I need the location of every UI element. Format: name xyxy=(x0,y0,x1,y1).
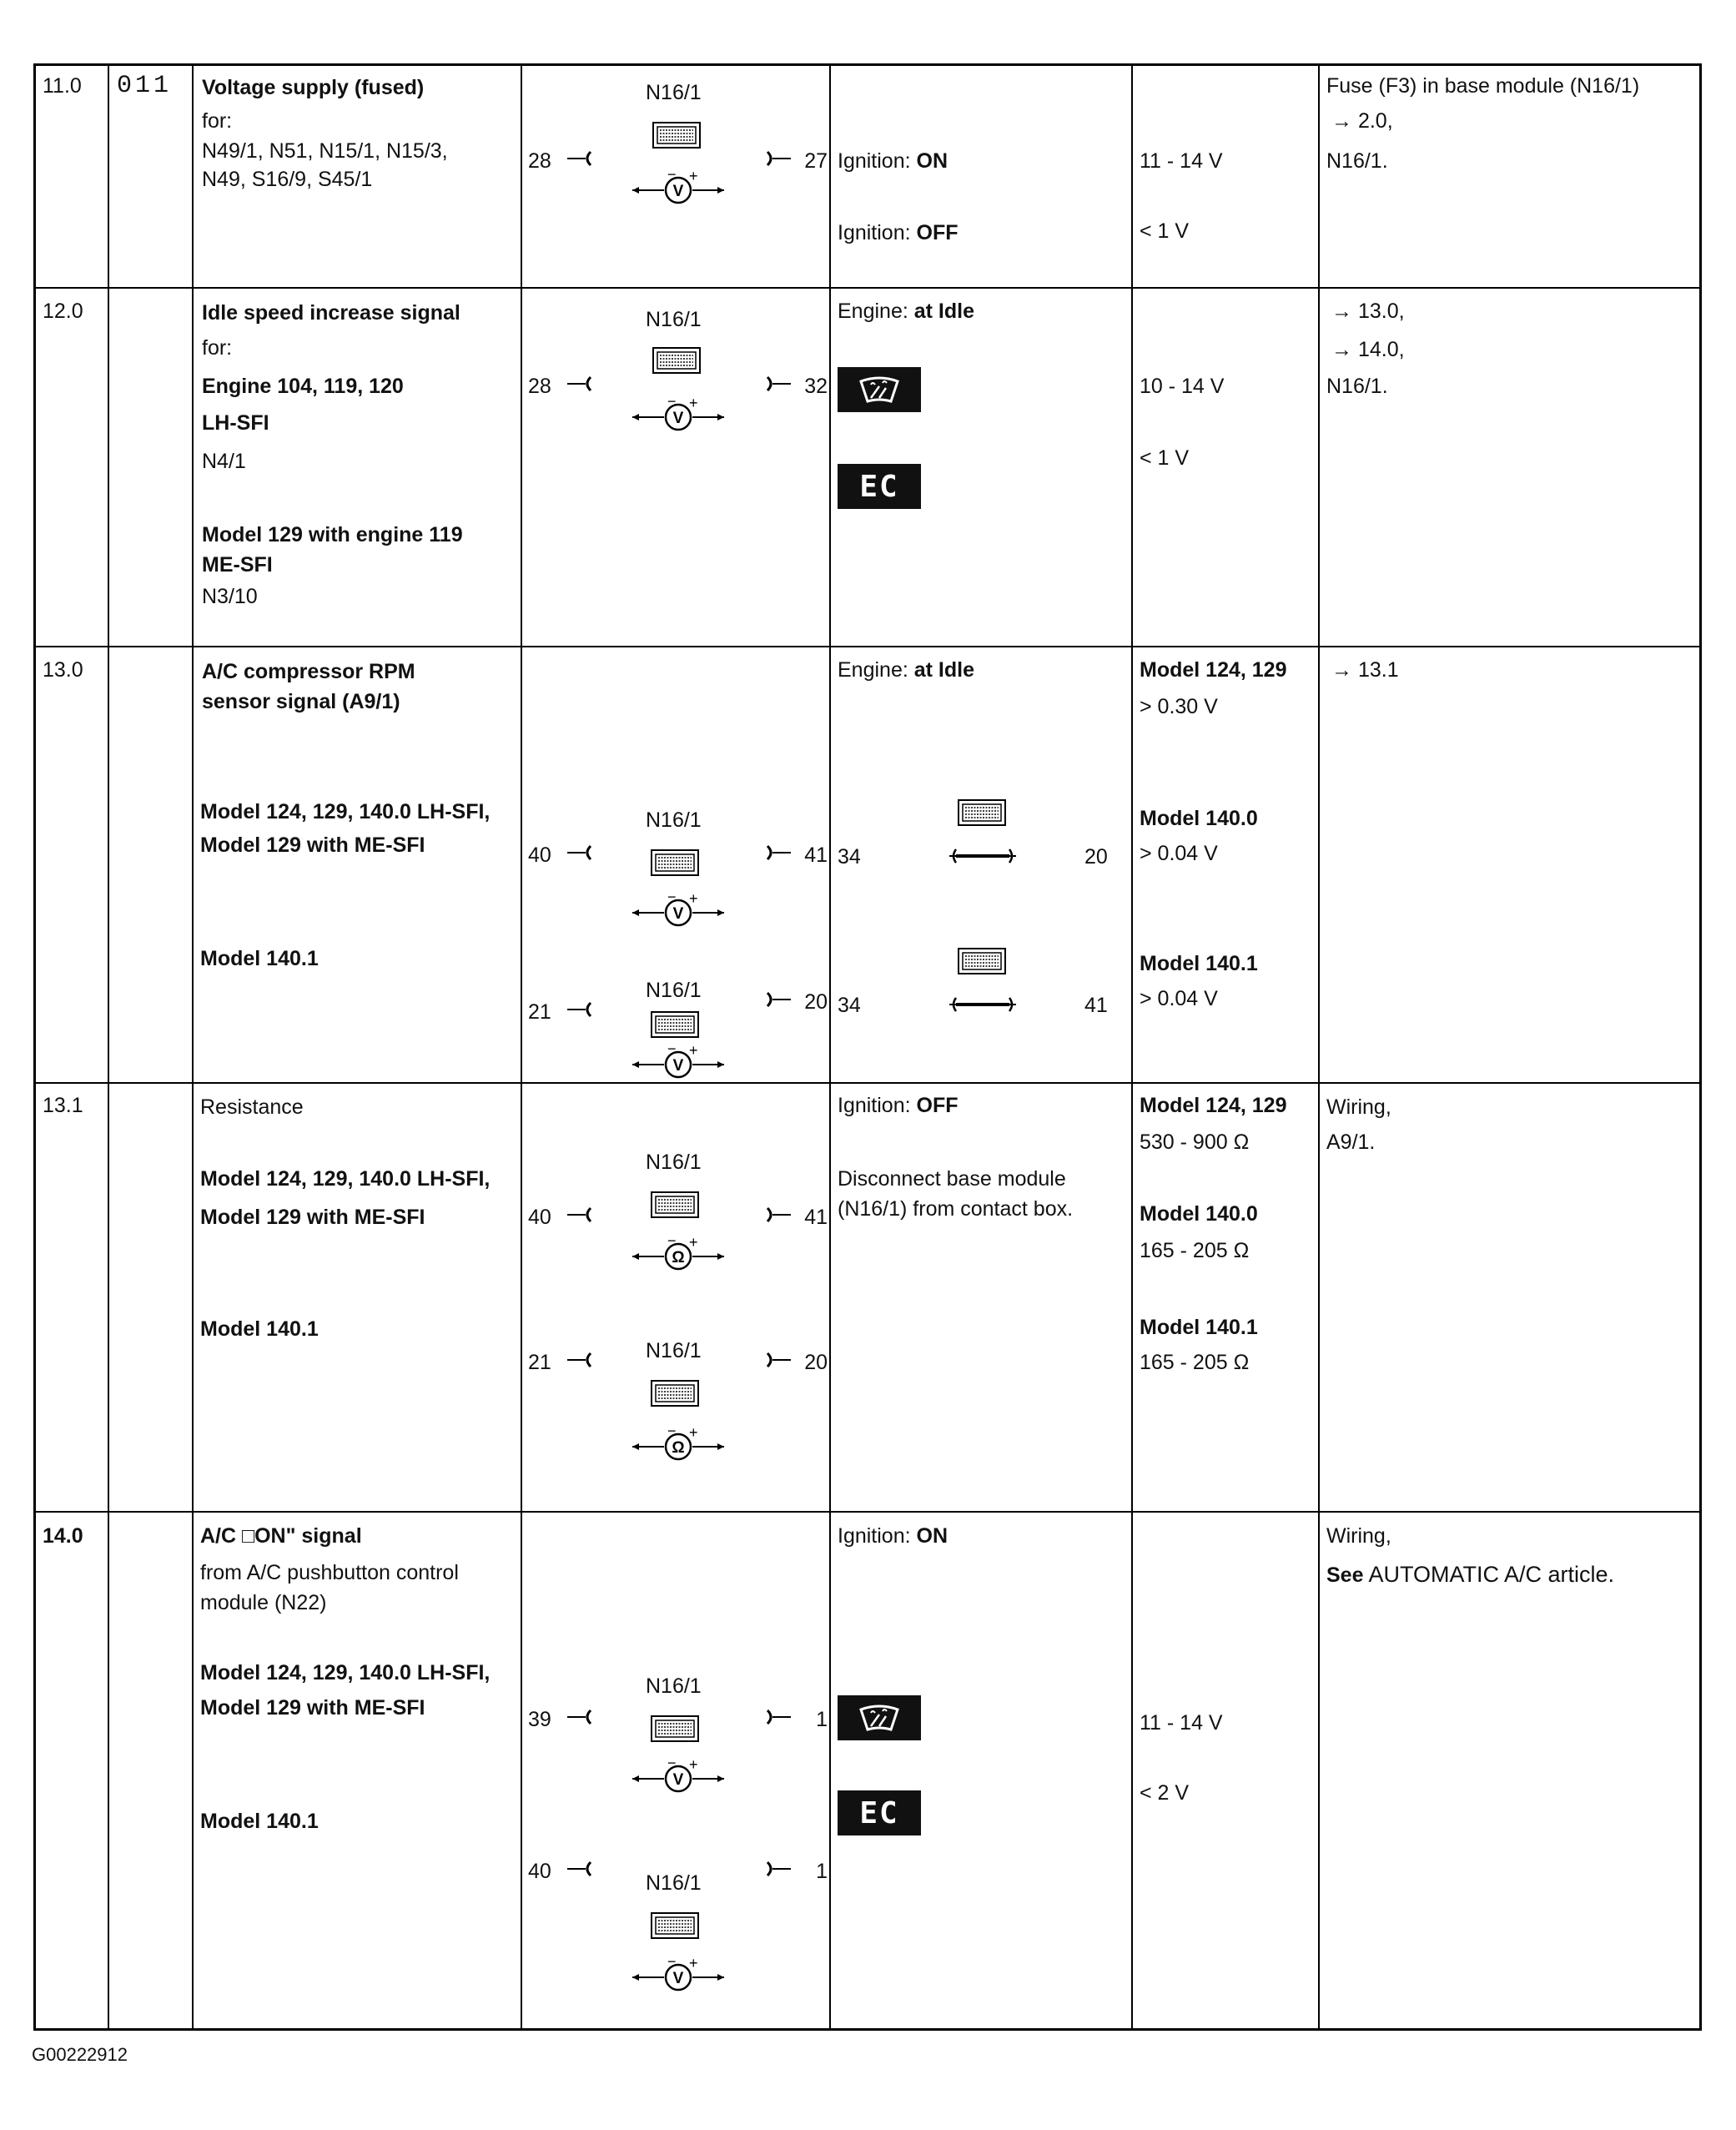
meter-type-label: V xyxy=(672,1057,684,1075)
ec-badge: EC xyxy=(838,464,921,509)
step-number: 14.0 xyxy=(43,1524,83,1548)
nominal-value: < 1 V xyxy=(1140,446,1190,470)
pin-right: 1 xyxy=(816,1860,828,1883)
step-number: 13.0 xyxy=(43,658,83,682)
meter-type-label: V xyxy=(672,905,684,923)
pin-right: 27 xyxy=(804,149,828,173)
model-label: Model 124, 129 xyxy=(1140,1094,1287,1117)
voltmeter-icon xyxy=(632,1040,724,1081)
description-models: Model 129 with ME-SFI xyxy=(200,1206,425,1229)
remedy-text: Wiring, xyxy=(1326,1524,1391,1548)
pin-left: 28 xyxy=(528,149,551,173)
svg-text:−: − xyxy=(667,889,677,905)
module-icon xyxy=(958,799,1008,828)
remedy-text: Fuse (F3) in base module (N16/1) xyxy=(1326,74,1640,98)
description-title: Voltage supply (fused) xyxy=(202,76,425,99)
plug-left-icon xyxy=(567,1001,592,1020)
pin-left: 40 xyxy=(528,1860,551,1883)
pin-left: 28 xyxy=(528,375,551,398)
nominal-value: 11 - 14 V xyxy=(1140,1711,1223,1735)
nominal-value: 10 - 14 V xyxy=(1140,375,1225,398)
description-models: Model 124, 129, 140.0 LH-SFI, xyxy=(200,1661,491,1684)
description-models: Model 140.1 xyxy=(200,1810,319,1833)
step-number: 11.0 xyxy=(43,74,82,98)
remedy-text: A9/1. xyxy=(1326,1130,1376,1154)
description-component: N3/10 xyxy=(202,585,258,608)
meter-type-label: Ω xyxy=(672,1439,685,1457)
fault-code: 011 xyxy=(117,72,173,100)
voltmeter-icon xyxy=(632,1953,724,1994)
svg-text:−: − xyxy=(667,393,677,410)
pin-left: 40 xyxy=(528,1206,551,1229)
model-label: Model 140.1 xyxy=(1140,1316,1258,1339)
svg-text:+: + xyxy=(689,1234,698,1251)
ohmmeter-icon xyxy=(632,1232,724,1273)
module-icon xyxy=(651,1380,701,1408)
ec-badge: EC xyxy=(838,1790,921,1835)
svg-text:+: + xyxy=(689,395,698,411)
pin-right: 20 xyxy=(804,1351,828,1374)
module-icon xyxy=(651,1912,701,1941)
condition-ignition-off: Ignition: OFF xyxy=(838,221,959,244)
voltmeter-icon xyxy=(632,166,724,207)
plug-right-icon xyxy=(767,1352,793,1370)
description-models: Model 124, 129, 140.0 LH-SFI, xyxy=(200,800,491,823)
description-model: ME-SFI xyxy=(202,553,273,577)
description-for: for: xyxy=(202,336,233,360)
svg-text:+: + xyxy=(689,890,698,907)
remedy-link: → 13.0, xyxy=(1331,300,1405,323)
plug-right-icon xyxy=(767,150,793,169)
remedy-text: Wiring, xyxy=(1326,1095,1391,1119)
pin-right: 41 xyxy=(804,1206,828,1229)
svg-text:+: + xyxy=(689,1955,698,1971)
remedy-text: N16/1. xyxy=(1326,149,1388,173)
module-label: N16/1 xyxy=(646,1871,702,1895)
description-title: Idle speed increase signal xyxy=(202,301,460,325)
pin-right: 1 xyxy=(816,1708,828,1731)
description-components: N49, S16/9, S45/1 xyxy=(202,168,373,191)
module-label: N16/1 xyxy=(646,979,702,1002)
plug-left-icon xyxy=(567,1352,592,1370)
description-models: Model 140.1 xyxy=(200,947,319,970)
module-icon xyxy=(958,948,1008,976)
description-engines: Engine 104, 119, 120 xyxy=(202,375,404,398)
pin-left: 40 xyxy=(528,843,551,867)
bridge-pin-left: 34 xyxy=(838,845,861,869)
ac-windshield-badge xyxy=(838,1695,921,1740)
plug-right-icon xyxy=(767,1206,793,1225)
module-label: N16/1 xyxy=(646,1674,702,1698)
module-icon xyxy=(651,1715,701,1744)
model-label: Model 124, 129 xyxy=(1140,658,1287,682)
description-models: Model 129 with ME-SFI xyxy=(200,833,425,857)
voltmeter-icon xyxy=(632,393,724,434)
description-title: A/C compressor RPM xyxy=(202,660,415,683)
nominal-value: > 0.04 V xyxy=(1140,987,1218,1010)
ac-windshield-badge xyxy=(838,367,921,412)
module-icon xyxy=(652,122,702,150)
voltmeter-icon xyxy=(632,889,724,929)
remedy-link: → 13.1 xyxy=(1331,658,1399,682)
figure-id: G00222912 xyxy=(32,2044,128,2065)
bridge-icon xyxy=(949,996,1018,1015)
module-label: N16/1 xyxy=(646,1339,702,1362)
condition-engine-idle: Engine: at Idle xyxy=(838,658,974,682)
nominal-value: 530 - 900 Ω xyxy=(1140,1130,1250,1154)
plug-left-icon xyxy=(567,844,592,863)
voltmeter-icon xyxy=(632,1755,724,1795)
pin-right: 32 xyxy=(804,375,828,398)
model-label: Model 140.0 xyxy=(1140,807,1258,830)
condition-ignition-on: Ignition: ON xyxy=(838,1524,949,1548)
bridge-icon xyxy=(949,848,1018,866)
module-label: N16/1 xyxy=(646,1151,702,1174)
description-models: Model 140.1 xyxy=(200,1317,319,1341)
pin-left: 39 xyxy=(528,1708,551,1731)
bridge-pin-right: 20 xyxy=(1084,845,1108,869)
meter-type-label: V xyxy=(672,410,684,427)
nominal-value: 11 - 14 V xyxy=(1140,149,1223,173)
svg-text:−: − xyxy=(667,1232,677,1249)
description-component: N4/1 xyxy=(202,450,246,473)
description-title: sensor signal (A9/1) xyxy=(202,690,400,713)
model-label: Model 140.0 xyxy=(1140,1202,1258,1226)
bridge-pin-right: 41 xyxy=(1084,994,1108,1017)
bridge-pin-left: 34 xyxy=(838,994,861,1017)
plug-right-icon xyxy=(767,844,793,863)
description-models: Model 124, 129, 140.0 LH-SFI, xyxy=(200,1167,491,1191)
step-number: 12.0 xyxy=(43,300,83,323)
svg-text:+: + xyxy=(689,168,698,184)
description-title: A/C □ON" signal xyxy=(200,1524,362,1548)
description-from: module (N22) xyxy=(200,1591,327,1614)
remedy-link: → 14.0, xyxy=(1331,338,1405,361)
module-icon xyxy=(651,1191,701,1220)
condition-note: (N16/1) from contact box. xyxy=(838,1197,1074,1221)
meter-type-label: V xyxy=(672,183,684,200)
condition-note: Disconnect base module xyxy=(838,1167,1066,1191)
module-label: N16/1 xyxy=(646,308,702,331)
svg-text:−: − xyxy=(667,1423,677,1439)
svg-text:−: − xyxy=(667,1755,677,1771)
svg-text:+: + xyxy=(689,1042,698,1059)
nominal-value: 165 - 205 Ω xyxy=(1140,1239,1250,1262)
remedy-link: → 2.0, xyxy=(1331,109,1393,133)
nominal-value: < 1 V xyxy=(1140,219,1190,243)
step-number: 13.1 xyxy=(43,1094,83,1117)
plug-right-icon xyxy=(767,991,793,1010)
condition-ignition-off: Ignition: OFF xyxy=(838,1094,959,1117)
description-from: from A/C pushbutton control xyxy=(200,1561,459,1584)
plug-right-icon xyxy=(767,1709,793,1727)
module-icon xyxy=(652,347,702,375)
module-icon xyxy=(651,1011,701,1040)
description-for: for: xyxy=(202,109,233,133)
plug-right-icon xyxy=(767,375,793,394)
plug-left-icon xyxy=(567,1861,592,1879)
svg-text:+: + xyxy=(689,1756,698,1773)
description-title: Resistance xyxy=(200,1095,304,1119)
nominal-value: > 0.04 V xyxy=(1140,842,1218,865)
nominal-value: < 2 V xyxy=(1140,1781,1190,1805)
plug-right-icon xyxy=(767,1861,793,1879)
plug-left-icon xyxy=(567,150,592,169)
pin-right: 20 xyxy=(804,990,828,1014)
module-label: N16/1 xyxy=(646,808,702,832)
description-components: N49/1, N51, N15/1, N15/3, xyxy=(202,139,448,163)
module-icon xyxy=(651,849,701,878)
condition-engine-idle: Engine: at Idle xyxy=(838,300,974,323)
svg-text:−: − xyxy=(667,1040,677,1057)
svg-text:−: − xyxy=(667,1953,677,1970)
nominal-value: 165 - 205 Ω xyxy=(1140,1351,1250,1374)
module-label: N16/1 xyxy=(646,81,702,104)
svg-text:+: + xyxy=(689,1424,698,1441)
meter-type-label: V xyxy=(672,1970,684,1987)
description-models: Model 129 with ME-SFI xyxy=(200,1696,425,1720)
windshield-icon xyxy=(853,1701,906,1735)
condition-ignition-on: Ignition: ON xyxy=(838,149,949,173)
nominal-value: > 0.30 V xyxy=(1140,695,1218,718)
pin-right: 41 xyxy=(804,843,828,867)
remedy-text: N16/1. xyxy=(1326,375,1388,398)
remedy-see-article: See AUTOMATIC A/C article. xyxy=(1326,1562,1615,1587)
pin-left: 21 xyxy=(528,1351,551,1374)
windshield-icon xyxy=(853,373,906,406)
ohmmeter-icon xyxy=(632,1423,724,1463)
plug-left-icon xyxy=(567,1709,592,1727)
svg-text:−: − xyxy=(667,166,677,183)
description-model: Model 129 with engine 119 xyxy=(202,523,463,546)
meter-type-label: Ω xyxy=(672,1249,685,1266)
description-system: LH-SFI xyxy=(202,411,269,435)
model-label: Model 140.1 xyxy=(1140,952,1258,975)
meter-type-label: V xyxy=(672,1771,684,1789)
pin-left: 21 xyxy=(528,1000,551,1024)
plug-left-icon xyxy=(567,375,592,394)
plug-left-icon xyxy=(567,1206,592,1225)
